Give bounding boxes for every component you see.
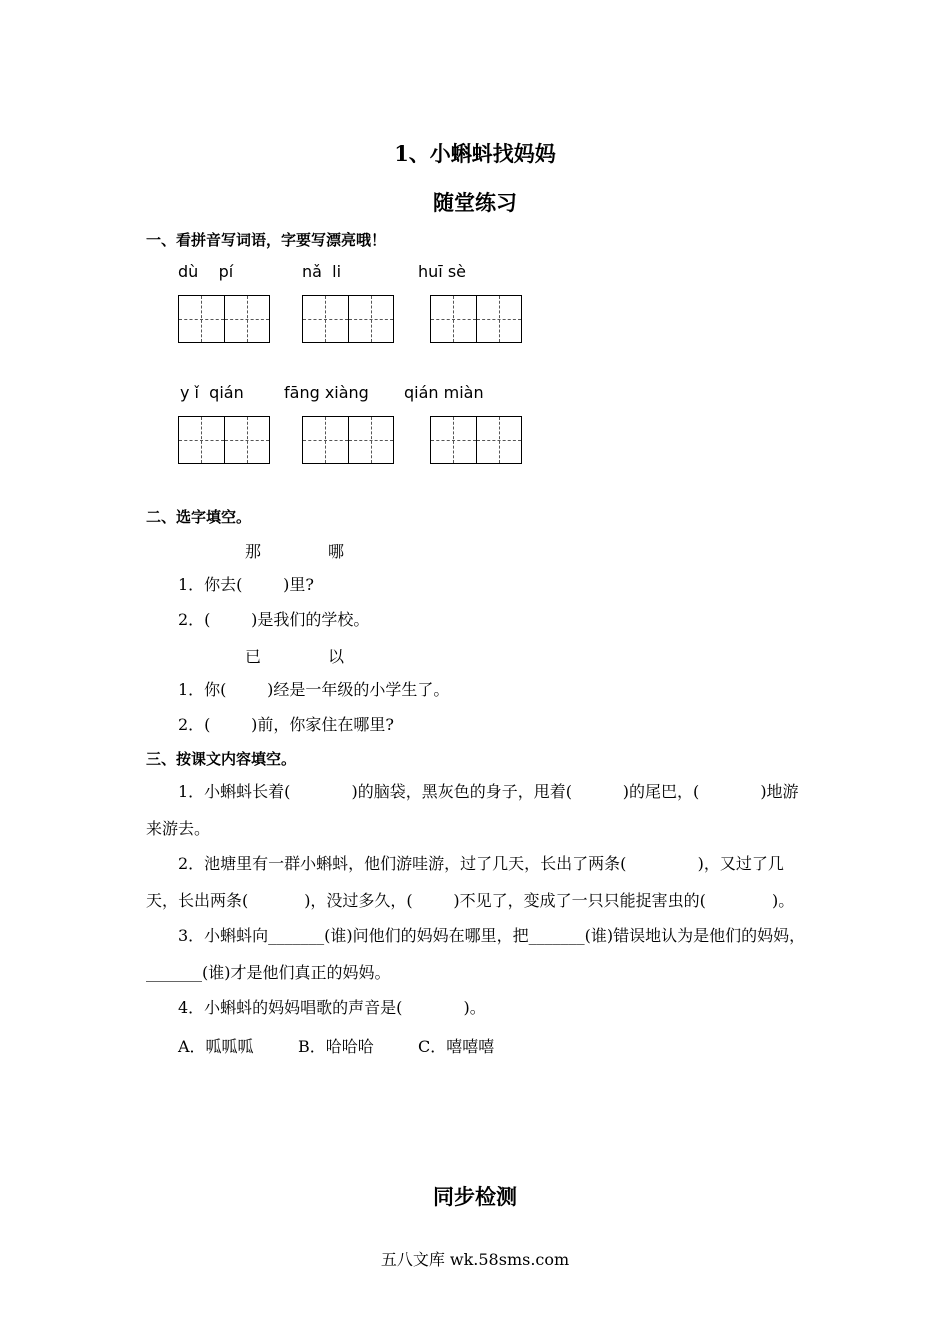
option-b: B．哈哈哈 [298, 1037, 374, 1056]
choice-char: 以 [328, 647, 345, 666]
fill-paragraph: 4．小蝌蚪的妈妈唱歌的声音是( )。 [178, 998, 486, 1017]
question-line: 1．你去( )里? [178, 575, 314, 594]
pinyin-qianmian: qián miàn [404, 383, 484, 402]
fill-paragraph: 1．小蝌蚪长着( )的脑袋，黑灰色的身子，甩着( )的尾巴，( )地游来游去。 [146, 782, 799, 838]
pinyin-yiqian: y ǐ qián [180, 383, 244, 402]
pinyin-nali: nǎ li [302, 262, 342, 281]
option-c: C．嘻嘻嘻 [418, 1037, 495, 1056]
section3-heading: 三、按课文内容填空。 [146, 750, 297, 768]
question-line: 1．你( )经是一年级的小学生了。 [178, 680, 450, 699]
section2-heading: 二、选字填空。 [146, 508, 252, 526]
writing-grid[interactable] [302, 416, 394, 464]
choice-char: 那 [245, 542, 262, 561]
question-line: 2．( )前，你家住在哪里? [178, 715, 394, 734]
writing-grid[interactable] [178, 416, 270, 464]
writing-grid[interactable] [430, 416, 522, 464]
fill-paragraph: 3．小蝌蚪向_______(谁)问他们的妈妈在哪里，把_______(谁)错误地认为是他们的妈妈，_______(谁)才是他们真正的妈妈。 [146, 926, 806, 982]
page-subtitle: 随堂练习 [433, 190, 517, 215]
question-line: 2．( )是我们的学校。 [178, 610, 370, 629]
writing-grid[interactable] [178, 295, 270, 343]
fill-paragraph: 2．池塘里有一群小蝌蚪，他们游哇游，过了几天，长出了两条( )，又过了几天，长出两条( )，没过多久，( )不见了，变成了一只只能捉害虫的( )。 [146, 854, 795, 910]
choice-char: 哪 [328, 542, 345, 561]
choice-char: 已 [245, 647, 262, 666]
pinyin-fangxiang: fāng xiàng [284, 383, 369, 402]
page-title: 1、小蝌蚪找妈妈 [394, 141, 556, 166]
footer-watermark: 五八文库 wk.58sms.com [380, 1250, 570, 1269]
pinyin-huise: huī sè [418, 262, 466, 281]
pinyin-dupi: dù pí [178, 262, 234, 281]
option-a: A．呱呱呱 [178, 1037, 254, 1056]
next-section-heading: 同步检测 [433, 1184, 517, 1209]
writing-grid[interactable] [430, 295, 522, 343]
writing-grid[interactable] [302, 295, 394, 343]
section1-heading: 一、看拼音写词语，字要写漂亮哦！ [146, 231, 387, 249]
